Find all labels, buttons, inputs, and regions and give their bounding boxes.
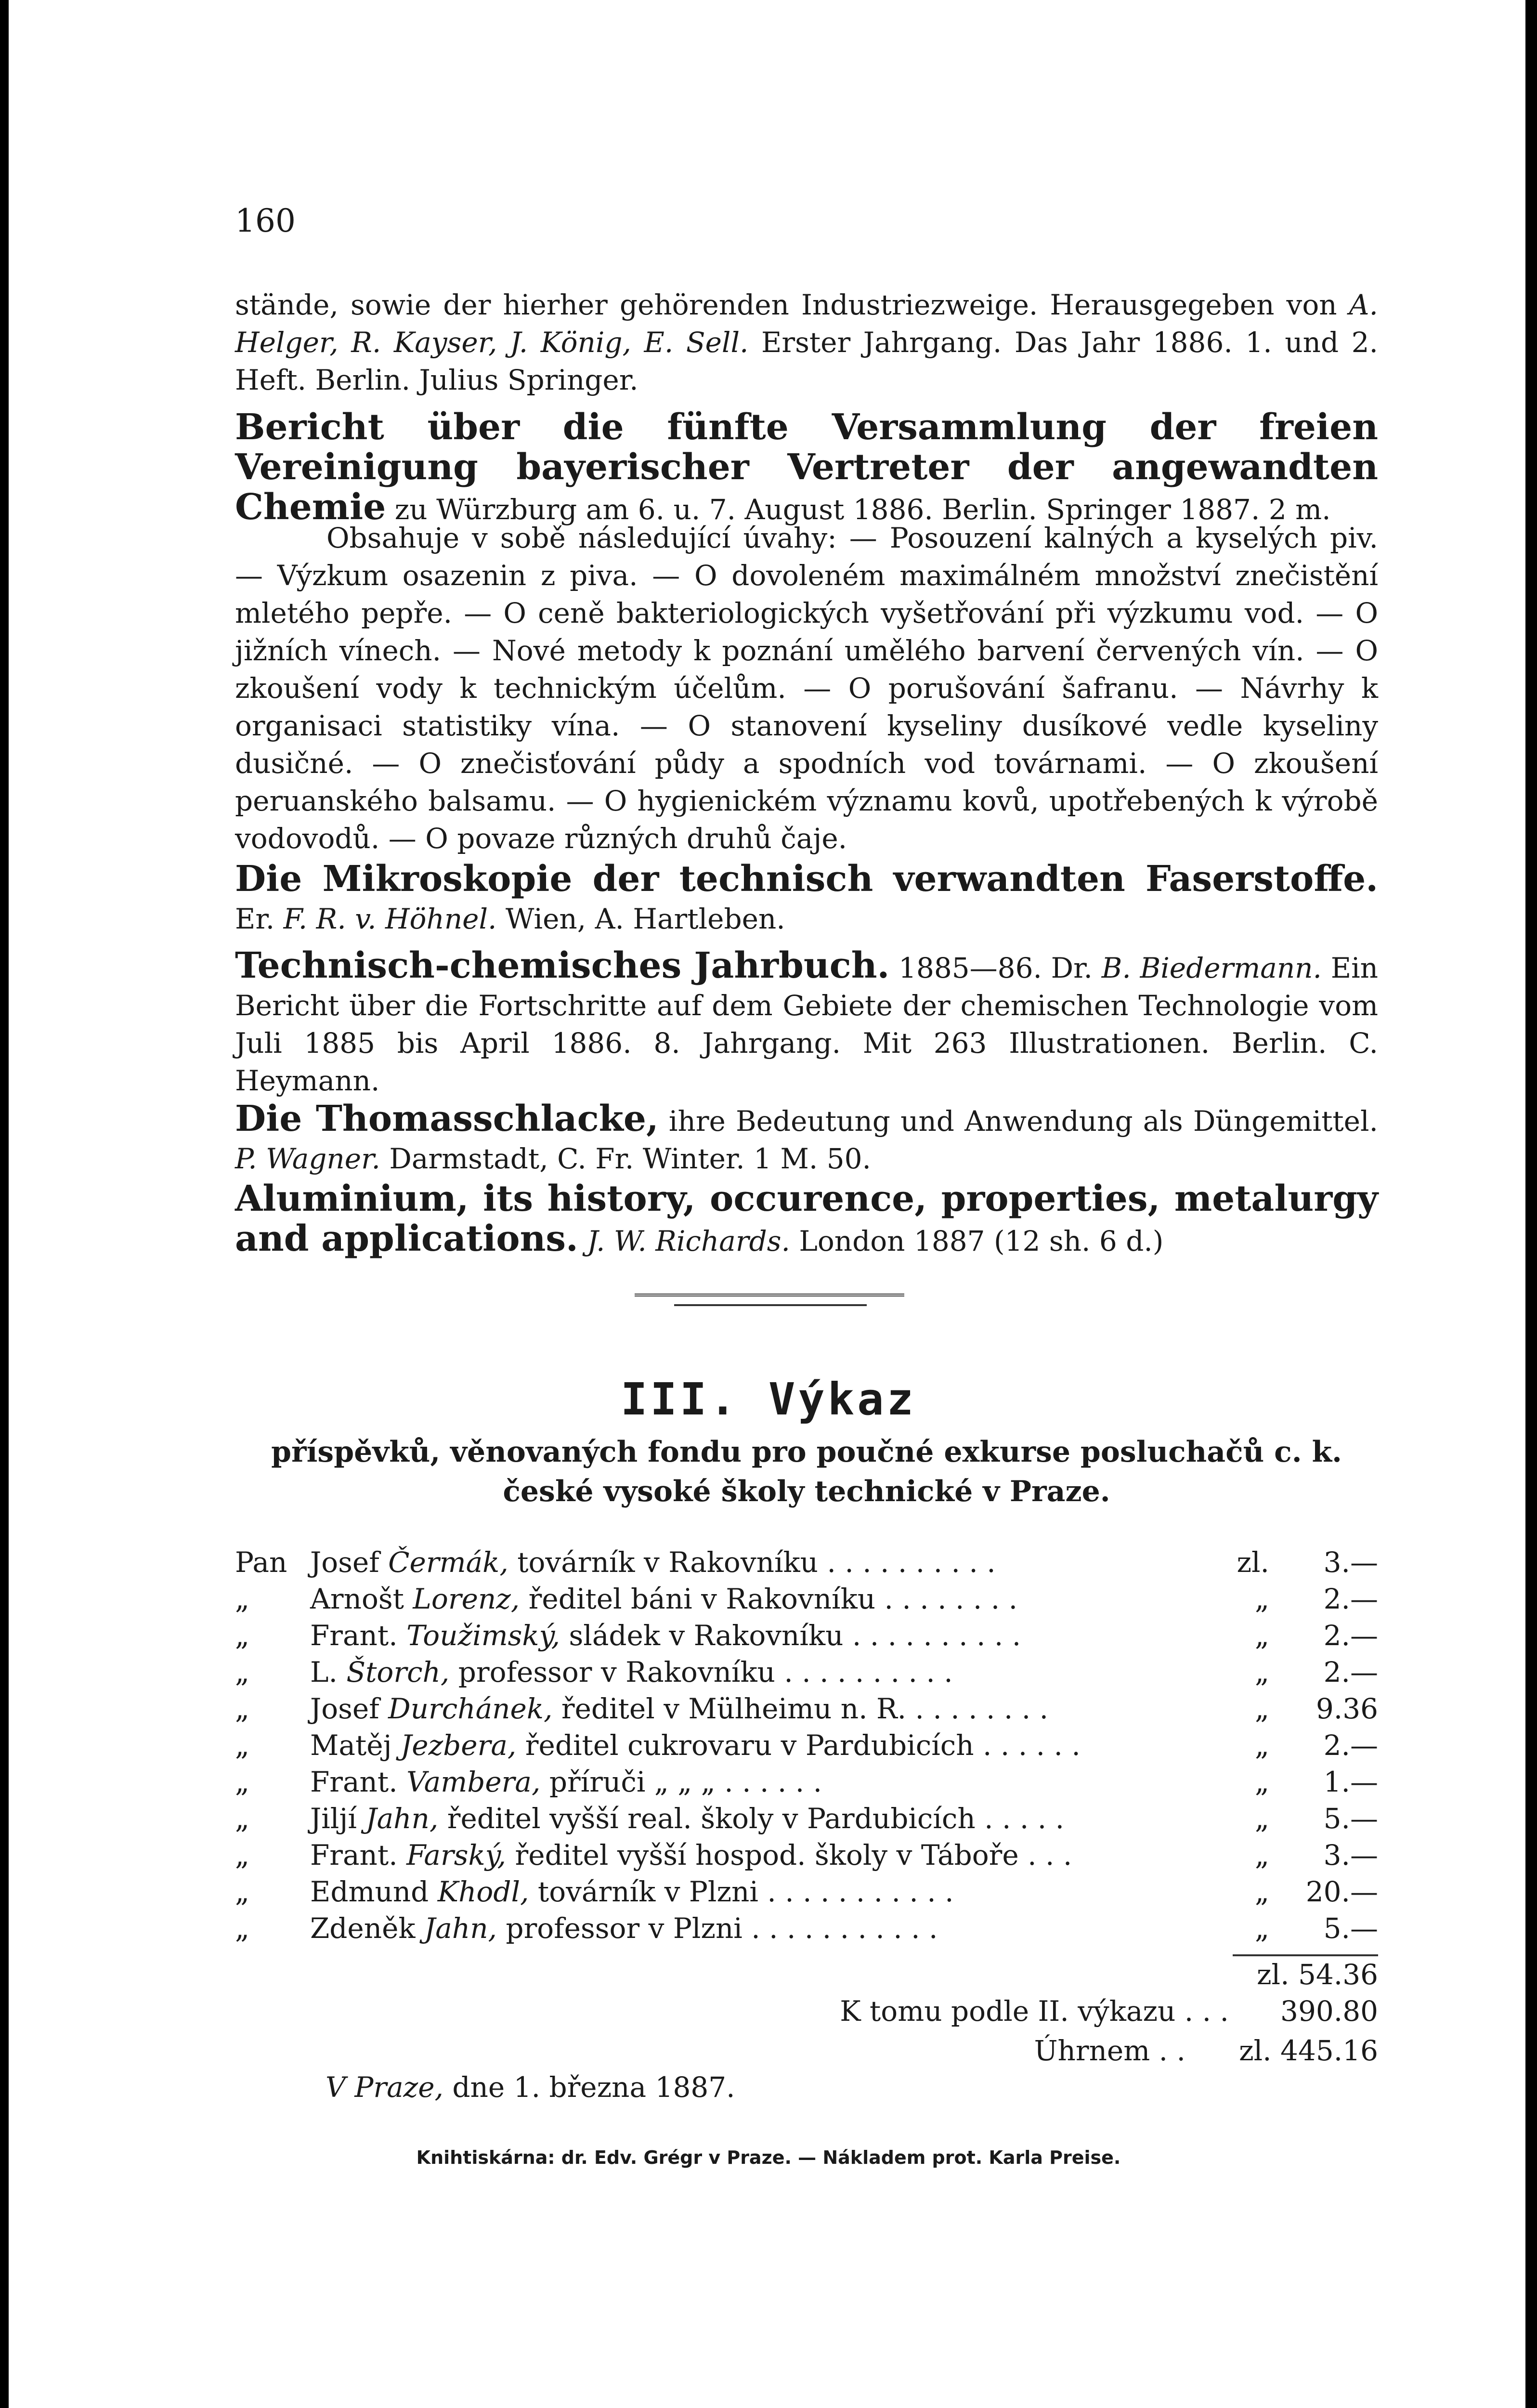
scan-edge-right: [1525, 0, 1537, 2408]
bibliography-entry-continued: stände, sowie der hierher gehörenden Industriezweige. Herausgegeben von A. Helger, R. Kayser, J. König, E. Sell. Erster Jahrgang. Das Jahr 1886. 1. und 2. Heft. Berlin. Julius Springer.: [235, 288, 1378, 396]
contribution-row: „ Frant. Farský, ředitel vyšší hospod. školy v Táboře . . . „ 3.—: [235, 1839, 1378, 1871]
entry-title: Technisch-chemisches Jahrbuch.: [235, 945, 890, 986]
sum-rule: [1233, 1954, 1378, 1956]
vykaz-subtitle: příspěvků, věnovaných fondu pro poučné exkurse posluchačů c. k. české vysoké školy technické v Praze.: [271, 1435, 1342, 1508]
contribution-row: „ L. Štorch, professor v Rakovníku . . . . . . . . . . „ 2.—: [235, 1656, 1378, 1688]
vykaz-title: III. Výkaz: [621, 1374, 916, 1425]
entry-title: Die Thomasschlacke,: [235, 1098, 659, 1139]
subtotal-row: zl. 54.36: [1256, 1958, 1378, 1991]
bibliography-entry-bericht: Bericht über die fünfte Versammlung der freien Vereinigung bayerischer Vertreter der angewandten Chemie zu Würzburg am 6. u. 7. August 1886. Berlin. Springer 1887. 2 m.: [235, 406, 1378, 528]
page-number: 160: [235, 202, 296, 239]
bibliography-entry-aluminium: Aluminium, its history, occurence, properties, metalurgy and applications. J. W. Richards. London 1887 (12 sh. 6 d.): [235, 1178, 1378, 1259]
contribution-row: „ Matěj Jezbera, ředitel cukrovaru v Pardubicích . . . . . . „ 2.—: [235, 1729, 1378, 1762]
contribution-row: Pan Josef Čermák, továrník v Rakovníku . . . . . . . . . . zl. 3.—: [235, 1546, 1378, 1579]
place-date: V Praze, dne 1. března 1887.: [326, 2071, 735, 2104]
bibliography-entry-jahrbuch: Technisch-chemisches Jahrbuch. 1885—86. Dr. B. Biedermann. Ein Bericht über die Fortschritte auf dem Gebiete der chemischen Technologie vom Juli 1885 bis April 1886. 8. Jahrgang. Mit 263 Illustrationen. Berlin. C. Heymann.: [235, 945, 1378, 1097]
contribution-row: „ Frant. Toužimský, sládek v Rakovníku . . . . . . . . . . „ 2.—: [235, 1619, 1378, 1652]
contribution-row: „ Frant. Vambera, příruči „ „ „ . . . . . . „ 1.—: [235, 1766, 1378, 1798]
total-row: Úhrnem . . zl. 445.16: [1034, 2034, 1378, 2067]
scan-edge-left: [0, 0, 9, 2408]
contribution-row: „ Josef Durchánek, ředitel v Mülheimu n. R. . . . . . . . . „ 9.36: [235, 1692, 1378, 1725]
entry-title: Die Mikroskopie der technisch verwandten Faserstoffe.: [235, 858, 1378, 900]
contribution-row: „ Zdeněk Jahn, professor v Plzni . . . . . . . . . . . „ 5.—: [235, 1912, 1378, 1945]
entry-annotation: Obsahuje v sobě následující úvahy: — Posouzení kalných a kyselých piv. — Výzkum osazenin z piva. — O dovoleném maximálném množství znečistění mletého pepře. — O ceně bakteriologických vyšetřování při výzkumu vod. — O jižních vínech. — Nové metody k poznání umělého barvení červených vín. — O zkoušení vody k technickým účelům. — O porušování šafranu. — Návrhy k organisaci statistiky vína. — O stanovení kyseliny dusíkové vedle kyseliny dusičné. — O znečisťování půdy a spodních vod továrnami. — O zkoušení peruanského balsamu. — O hygienickém významu kovů, upotřebených k výrobě vodovodů. — O povaze různých druhů čaje.: [235, 522, 1378, 855]
printer-imprint: Knihtiskárna: dr. Edv. Grégr v Praze. — Nákladem prot. Karla Preise.: [416, 2147, 1121, 2168]
entry-title: Bericht über die fünfte Versammlung der freien Vereinigung bayerischer Vertreter der angewandten Chemie: [235, 406, 1378, 528]
bibliography-entry-thomasschlacke: Die Thomasschlacke, ihre Bedeutung und Anwendung als Düngemittel. P. Wagner. Darmstadt, C. Fr. Winter. 1 M. 50.: [235, 1098, 1378, 1175]
contribution-row: „ Arnošt Lorenz, ředitel báni v Rakovníku . . . . . . . . „ 2.—: [235, 1583, 1378, 1615]
entry-title: Aluminium, its history, occurence, properties, metalurgy and applications.: [235, 1178, 1378, 1259]
carry-row: K tomu podle II. výkazu . . . 390.80: [840, 1995, 1378, 2028]
section-separator-short: [674, 1304, 867, 1306]
section-separator: [635, 1294, 904, 1296]
contribution-row: „ Jiljí Jahn, ředitel vyšší real. školy v Pardubicích . . . . . „ 5.—: [235, 1802, 1378, 1835]
contribution-row: „ Edmund Khodl, továrník v Plzni . . . . . . . . . . . „ 20.—: [235, 1875, 1378, 1908]
bibliography-entry-mikroskopie: Die Mikroskopie der technisch verwandten Faserstoffe. Er. F. R. v. Höhnel. Wien, A. Hartleben.: [235, 858, 1378, 935]
